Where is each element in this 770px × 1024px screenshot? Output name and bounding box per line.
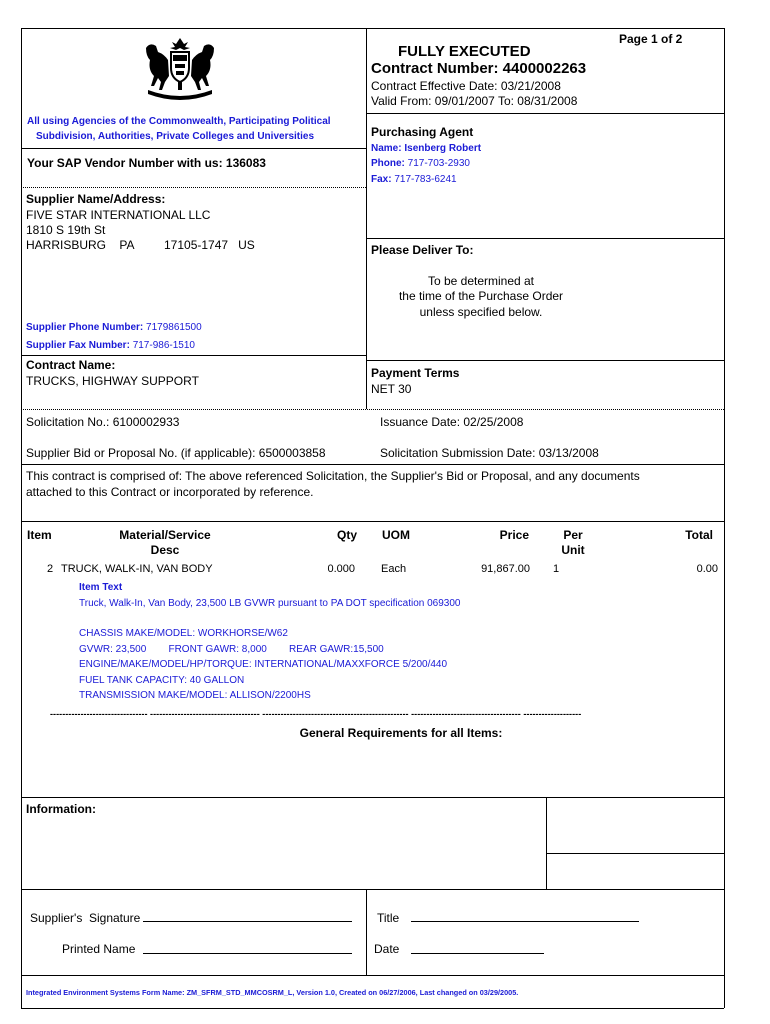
border-top [21, 28, 724, 29]
row-total: 0.00 [696, 563, 718, 575]
row-item: 2 [47, 563, 54, 575]
comprised-line-1: This contract is comprised of: The above referenced Solicitation, the Supplier's Bid or Proposal, and any documents [26, 469, 640, 483]
row-qty: 0.000 [327, 563, 355, 575]
supplier-title: Supplier Name/Address: [26, 192, 166, 206]
header-qty: Qty [336, 528, 357, 542]
contract-effective-date: Contract Effective Date: 03/21/2008 [371, 79, 561, 93]
contract-valid-dates: Valid From: 09/01/2007 To: 08/31/2008 [371, 94, 578, 108]
printed-name-line[interactable] [143, 953, 352, 954]
header-total: Total [685, 528, 713, 542]
agent-phone-value: 717-703-2930 [407, 158, 470, 169]
supplier-phone [26, 322, 202, 333]
agencies-line-2: Subdivision, Authorities, Private Colleges and Universities [36, 131, 315, 142]
payment-terms-value: NET 30 [371, 382, 412, 396]
line-full-1 [21, 409, 724, 410]
title-line[interactable] [411, 921, 639, 922]
row-desc: TRUCK, WALK-IN, VAN BODY [61, 563, 213, 575]
supplier-fax-label: Supplier Fax Number: [26, 340, 130, 351]
line-right-2 [366, 238, 724, 239]
form-footer: Integrated Environment Systems Form Name: ZM_SFRM_STD_MMCOSRM_L, Version 1.0, Created on 06/27/2006, Last changed on 03/29/2005. [26, 988, 519, 997]
issuance-date: Issuance Date: 02/25/2008 [380, 415, 524, 429]
supplier-fax-value: 717-986-1510 [132, 340, 195, 351]
item-text-line-0: Truck, Walk-In, Van Body, 23,500 LB GVWR pursuant to PA DOT specification 069300 [79, 598, 461, 609]
agent-phone [371, 158, 470, 169]
agent-fax-label: Fax: [371, 174, 392, 185]
pennsylvania-seal-icon [140, 38, 220, 100]
line-sig-bottom [21, 975, 724, 976]
header-per-1: Per [563, 528, 583, 542]
contract-name-value: TRUCKS, HIGHWAY SUPPORT [26, 374, 199, 388]
supplier-city: HARRISBURG PA [26, 238, 135, 252]
header-per-2: Unit [561, 543, 585, 557]
page-label: Page 1 of 2 [619, 32, 683, 46]
header-desc-1: Material/Service [119, 528, 211, 542]
row-price: 91,867.00 [481, 563, 530, 575]
item-text-line-4: ENGINE/MAKE/MODEL/HP/TORQUE: INTERNATIONAL/MAXXFORCE 5/200/440 [79, 659, 448, 670]
deliver-line-1: To be determined at [427, 274, 535, 288]
item-text-line-6: TRANSMISSION MAKE/MODEL: ALLISON/2200HS [79, 690, 311, 701]
line-info-mid [546, 853, 724, 854]
submission-date: Solicitation Submission Date: 03/13/2008 [380, 446, 599, 460]
supplier-name: FIVE STAR INTERNATIONAL LLC [26, 208, 211, 222]
supplier-fax [26, 340, 195, 351]
agent-name-value: Isenberg Robert [404, 143, 482, 154]
supplier-phone-label: Supplier Phone Number: [26, 322, 144, 333]
agencies-line-1: All using Agencies of the Commonwealth, Participating Political [27, 116, 331, 127]
header-item: Item [27, 528, 52, 542]
contract-name-title: Contract Name: [26, 358, 116, 372]
agent-fax [371, 174, 457, 185]
agent-phone-label: Phone: [371, 158, 405, 169]
vendor-number: Your SAP Vendor Number with us: 136083 [27, 156, 266, 170]
printed-name-label: Printed Name [62, 942, 136, 956]
dash-separator: -------------------------------- ------------------------------------ ------------------------------------------------ ------------------------------------ ------------------- [50, 709, 582, 719]
item-text-line-2: CHASSIS MAKE/MODEL: WORKHORSE/W62 [79, 628, 288, 639]
bid-proposal-number: Supplier Bid or Proposal No. (if applicable): 6500003858 [26, 446, 326, 460]
purchasing-agent-title: Purchasing Agent [371, 125, 474, 139]
line-info-top [21, 797, 724, 798]
deliver-title: Please Deliver To: [371, 243, 474, 257]
line-full-2 [21, 464, 724, 465]
border-left [21, 28, 22, 1008]
line-info-bottom [21, 889, 724, 890]
status-fully-executed: FULLY EXECUTED [398, 43, 531, 60]
row-per: 1 [553, 563, 560, 575]
line-right-3 [366, 360, 724, 361]
item-text-label: Item Text [79, 582, 123, 593]
header-uom: UOM [382, 528, 410, 542]
border-right [724, 28, 725, 1008]
supplier-signature-label: Supplier's Signature [30, 911, 141, 925]
agent-name [371, 143, 481, 154]
line-left-1 [21, 148, 366, 149]
header-divider [366, 28, 367, 409]
date-line[interactable] [411, 953, 544, 954]
line-left-3 [21, 355, 366, 356]
payment-terms-title: Payment Terms [371, 366, 460, 380]
agent-name-label: Name: [371, 143, 402, 154]
deliver-line-2: the time of the Purchase Order [398, 289, 564, 303]
date-label: Date [374, 942, 400, 956]
general-requirements: General Requirements for all Items: [299, 726, 503, 740]
row-uom: Each [381, 563, 407, 575]
solicitation-number: Solicitation No.: 6100002933 [26, 415, 180, 429]
information-title: Information: [26, 802, 96, 816]
contract-number: Contract Number: 4400002263 [371, 60, 587, 77]
header-desc-2: Desc [150, 543, 180, 557]
item-text-line-3: GVWR: 23,500 FRONT GAWR: 8,000 REAR GAWR:15,500 [79, 644, 384, 655]
sig-divider [366, 889, 367, 975]
supplier-street: 1810 S 19th St [26, 223, 106, 237]
supplier-zip: 17105-1747 US [164, 238, 255, 252]
header-price: Price [499, 528, 529, 542]
deliver-line-3: unless specified below. [419, 305, 543, 319]
comprised-line-2: attached to this Contract or incorporated by reference. [26, 485, 314, 499]
supplier-phone-value: 7179861500 [146, 322, 202, 333]
border-bottom [21, 1008, 724, 1009]
line-right-1 [366, 113, 724, 114]
line-full-3 [21, 521, 724, 522]
agent-fax-value: 717-783-6241 [394, 174, 457, 185]
title-label: Title [377, 911, 400, 925]
line-left-2 [21, 187, 366, 188]
supplier-signature-line[interactable] [143, 921, 352, 922]
item-text-line-5: FUEL TANK CAPACITY: 40 GALLON [79, 675, 245, 686]
info-divider-1 [546, 797, 547, 889]
